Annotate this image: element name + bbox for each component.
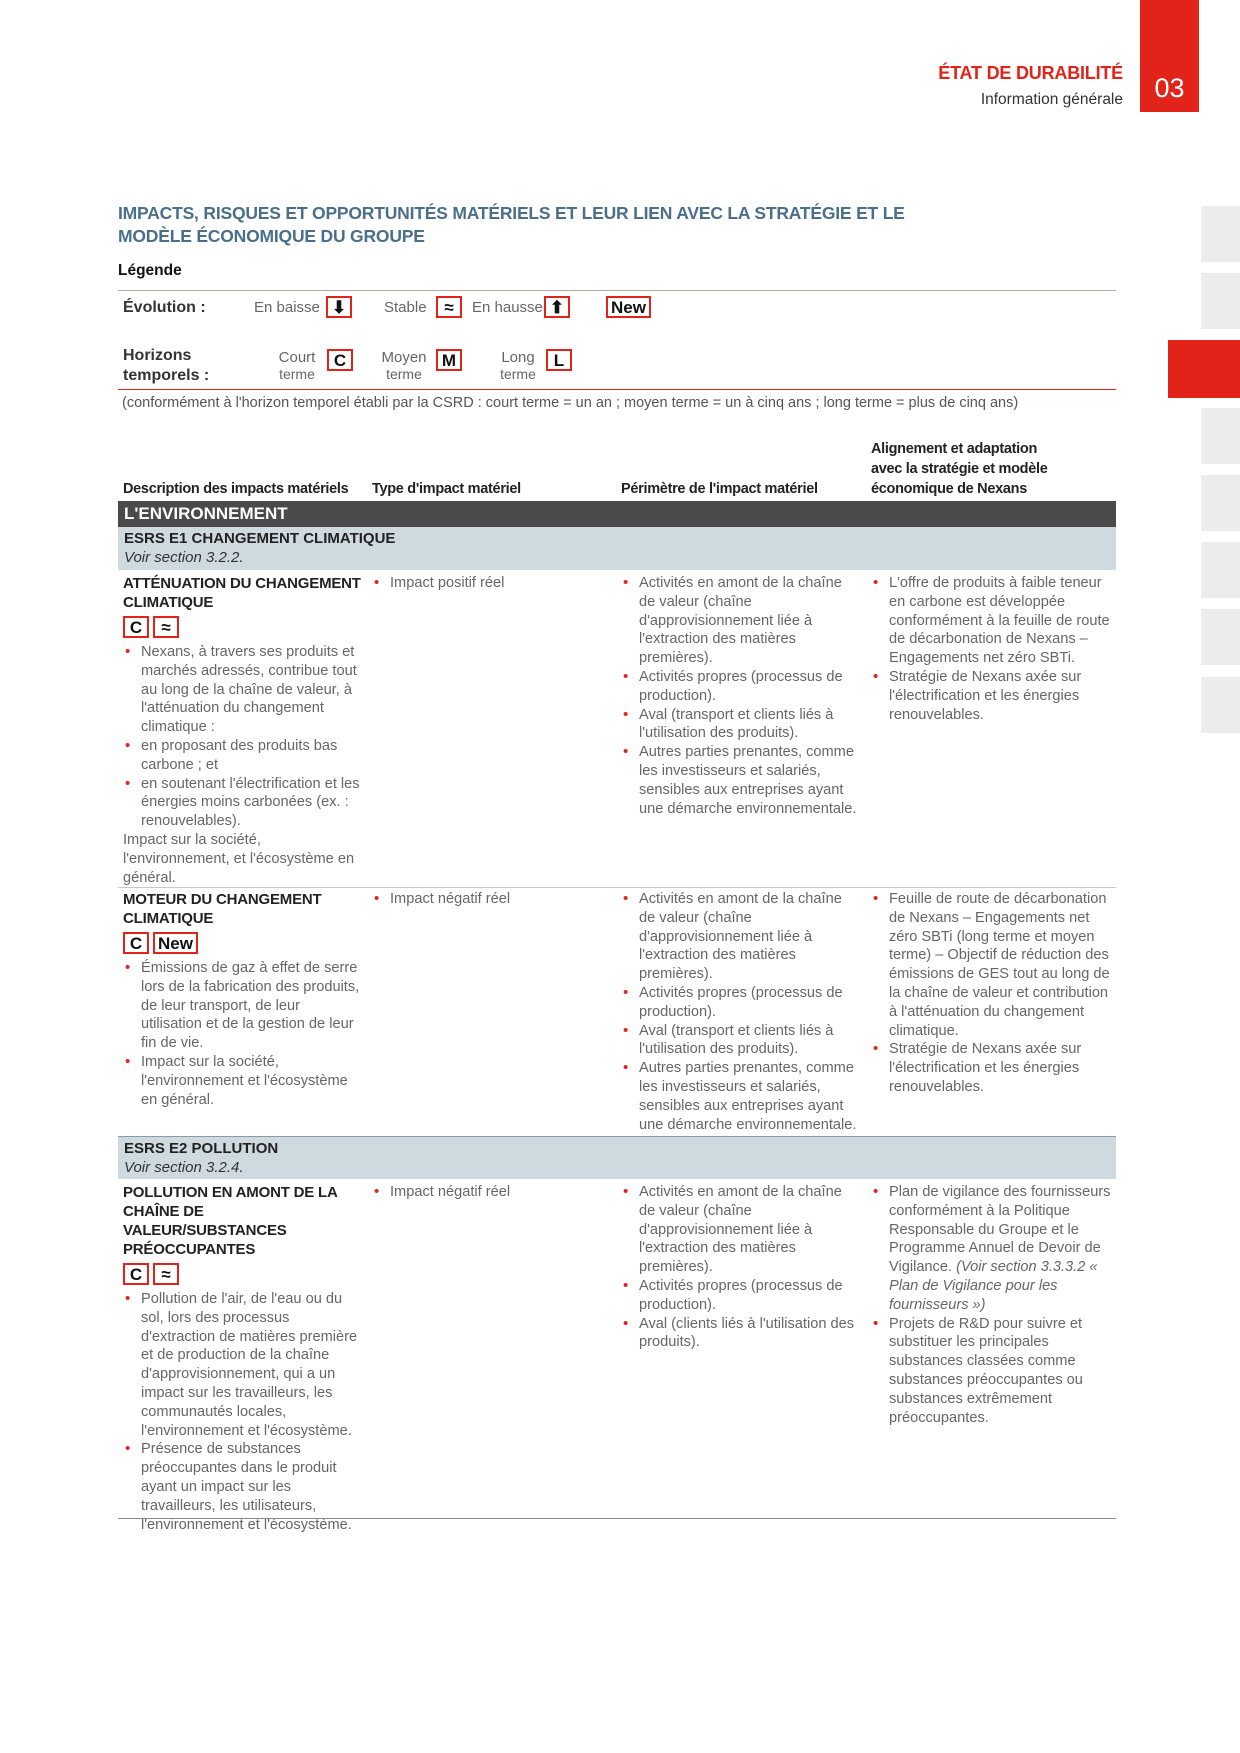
row-divider xyxy=(118,887,1116,888)
side-tab-1[interactable] xyxy=(1201,206,1240,262)
col-header-description: Description des impacts matériels xyxy=(123,481,349,497)
row1-scope xyxy=(621,574,861,818)
table-row-mitigation xyxy=(118,574,1116,886)
list-item: • L'offre de produits à faible teneur en carbone est développée conformément à la feuille de route de décarbonation de Nexans – Engagements net zéro SBTi. xyxy=(871,574,1116,668)
section-title: IMPACTS, RISQUES ET OPPORTUNITÉS MATÉRIELS ET LEUR LIEN AVEC LA STRATÉGIE ET LE MODÈLE ÉCONOMIQUE DU GROUPE xyxy=(118,203,905,246)
row3-alignment xyxy=(871,1183,1116,1427)
esrs-e2-header xyxy=(118,1136,1116,1179)
row3-alignment-1-ref[interactable]: (Voir section 3.3.3.2 « Plan de Vigilance pour les fournisseurs ») xyxy=(889,1259,1098,1313)
list-item: • Activités en amont de la chaîne de valeur (chaîne d'approvisionnement liée à l'extraction des matières premières). xyxy=(621,890,861,984)
page-header-title: ÉTAT DE DURABILITÉ xyxy=(938,63,1123,83)
environment-bar: L'ENVIRONNEMENT xyxy=(118,501,1116,527)
approx-icon: ≈ xyxy=(153,1263,179,1285)
list-item: • Autres parties prenantes, comme les investisseurs et salariés, sensibles aux entreprises ayant une démarche environnementale. xyxy=(621,743,861,818)
row2-alignment xyxy=(871,890,1116,1097)
arrow-down-icon: ⬇ xyxy=(326,296,352,318)
list-item: • en soutenant l'électrification et les énergies moins carbonées (ex. : renouvelables). xyxy=(123,775,363,831)
list-item: • Feuille de route de décarbonation de Nexans – Engagements net zéro SBTi (long terme et moyen terme) – Objectif de réduction des émissions de GES tout au long de la chaîne de valeur et contribution à l'atténuation du changement climatique. xyxy=(871,890,1116,1040)
list-item: • Stratégie de Nexans axée sur l'électrification et les énergies renouvelables. xyxy=(871,1040,1116,1096)
list-item: • Activités propres (processus de production). xyxy=(621,1277,861,1315)
new-badge: New xyxy=(606,296,651,318)
approx-icon: ≈ xyxy=(436,296,462,318)
legend-short-line1: Court xyxy=(278,349,316,366)
row1-description xyxy=(123,574,363,887)
esrs-e1-reference: Voir section 3.2.2. xyxy=(124,549,244,566)
short-term-badge: C xyxy=(123,616,149,638)
row1-impact-note: Impact sur la société, l'environnement, et l'écosystème en général. xyxy=(123,831,355,886)
row3-scope xyxy=(621,1183,861,1352)
row3-badges xyxy=(123,1263,363,1285)
legend-bottom-divider xyxy=(118,389,1116,390)
list-item: • Projets de R&D pour suivre et substituer les principales substances classées comme substances préoccupantes ou substances extrêmement préoccupantes. xyxy=(871,1315,1116,1428)
list-item: • Activités en amont de la chaîne de valeur (chaîne d'approvisionnement liée à l'extraction des matières premières). xyxy=(621,574,861,668)
list-item: • Activités propres (processus de production). xyxy=(621,668,861,706)
short-term-badge: C xyxy=(327,349,353,371)
short-term-badge: C xyxy=(123,1263,149,1285)
long-term-badge: L xyxy=(546,349,572,371)
medium-term-badge: M xyxy=(436,349,462,371)
esrs-e2-title: ESRS E2 POLLUTION xyxy=(124,1140,279,1157)
list-item: • Stratégie de Nexans axée sur l'électrification et les énergies renouvelables. xyxy=(871,668,1116,724)
table-row-driver xyxy=(118,890,1116,1133)
horizons-label: Horizons temporels : xyxy=(123,347,210,384)
row2-scope xyxy=(621,890,861,1134)
col-header-alignment-l1: Alignement et adaptation xyxy=(871,441,1038,457)
legend-short-term xyxy=(272,349,322,383)
row2-badges xyxy=(123,932,363,954)
row2-title: MOTEUR DU CHANGEMENT CLIMATIQUE xyxy=(123,891,322,927)
table-row-pollution xyxy=(118,1183,1116,1533)
list-item: • Impact négatif réel xyxy=(372,1183,607,1202)
side-tab-7[interactable] xyxy=(1201,609,1240,665)
legend-up-label: En hausse xyxy=(472,299,543,316)
side-tab-6[interactable] xyxy=(1201,542,1240,598)
legend-short-line2: terme xyxy=(279,366,315,382)
esrs-e1-title: ESRS E1 CHANGEMENT CLIMATIQUE xyxy=(124,530,396,547)
legend-label: Légende xyxy=(118,262,182,279)
list-item: • Présence de substances préoccupantes dans le produit ayant un impact sur les travailleurs, les utilisateurs, l'environnement et l'écosystème. xyxy=(123,1440,363,1534)
row3-alignment-1: Plan de vigilance des fournisseurs conformément à la Politique Responsable du Groupe et le Programme Annuel de Devoir de Vigilance. xyxy=(889,1184,1111,1276)
esrs-e1-header xyxy=(118,527,1116,570)
legend-down-label: En baisse xyxy=(254,299,320,316)
short-term-badge: C xyxy=(123,932,149,954)
legend-stable-label: Stable xyxy=(384,299,427,316)
chapter-tab xyxy=(1140,0,1199,112)
list-item: • Activités propres (processus de production). xyxy=(621,984,861,1022)
side-tab-8[interactable] xyxy=(1201,677,1240,733)
row1-title: ATTÉNUATION DU CHANGEMENT CLIMATIQUE xyxy=(123,575,361,611)
list-item: • Activités en amont de la chaîne de valeur (chaîne d'approvisionnement liée à l'extraction des matières premières). xyxy=(621,1183,861,1277)
list-item: • Nexans, à travers ses produits et marchés adressés, contribue tout au long de la chaîne de valeur, à l'atténuation du changement climatique : xyxy=(123,643,363,737)
side-tab-active[interactable] xyxy=(1168,340,1240,398)
list-item: • Impact sur la société, l'environnement et l'écosystème en général. xyxy=(123,1053,363,1109)
legend-medium-line2: terme xyxy=(386,366,422,382)
legend-long-line1: Long xyxy=(501,349,535,366)
new-badge: New xyxy=(153,932,198,954)
legend-long-line2: terme xyxy=(500,366,536,382)
list-item xyxy=(871,1183,1116,1315)
list-item: • Impact négatif réel xyxy=(372,890,607,909)
legend-long-term xyxy=(493,349,543,383)
col-header-alignment-l2: avec la stratégie et modèle xyxy=(871,461,1048,477)
list-item: • Pollution de l'air, de l'eau ou du sol, lors des processus d'extraction de matières première et de production de la chaîne d'approvisionnement, qui a un impact sur les travailleurs, les communautés locales, l'environnement et l'écosystème. xyxy=(123,1290,363,1440)
list-item: • en proposant des produits bas carbone ; et xyxy=(123,737,363,775)
row3-type xyxy=(372,1183,607,1202)
col-header-alignment xyxy=(871,439,1047,499)
legend-top-divider xyxy=(118,290,1116,291)
side-tab-2[interactable] xyxy=(1201,273,1240,329)
col-header-scope: Périmètre de l'impact matériel xyxy=(621,481,818,497)
col-header-alignment-l3: économique de Nexans xyxy=(871,481,1027,497)
row2-type xyxy=(372,890,607,909)
list-item: • Aval (clients liés à l'utilisation des produits). xyxy=(621,1315,861,1353)
row1-badges xyxy=(123,616,363,638)
legend-medium-term xyxy=(379,349,429,383)
horizon-note: (conformément à l'horizon temporel établi par la CSRD : court terme = un an ; moyen terme = un à cinq ans ; long terme = plus de cinq ans) xyxy=(122,395,1019,411)
list-item: • Autres parties prenantes, comme les investisseurs et salariés, sensibles aux entreprises ayant une démarche environnementale. xyxy=(621,1059,861,1134)
row1-alignment xyxy=(871,574,1116,724)
page-header-subtitle: Information générale xyxy=(980,91,1123,108)
chapter-number: 03 xyxy=(1154,73,1185,103)
evolution-label: Évolution : xyxy=(123,299,206,316)
row3-description xyxy=(123,1183,363,1534)
row3-title: POLLUTION EN AMONT DE LA CHAÎNE DE VALEUR/SUBSTANCES PRÉOCCUPANTES xyxy=(123,1184,338,1258)
approx-icon: ≈ xyxy=(153,616,179,638)
esrs-e2-reference: Voir section 3.2.4. xyxy=(124,1159,244,1176)
row2-description xyxy=(123,890,363,1109)
list-item: • Aval (transport et clients liés à l'utilisation des produits). xyxy=(621,706,861,744)
legend-medium-line1: Moyen xyxy=(381,349,427,366)
side-tab-5[interactable] xyxy=(1201,475,1240,531)
list-item: • Émissions de gaz à effet de serre lors de la fabrication des produits, de leur transport, de leur utilisation et de la gestion de leur fin de vie. xyxy=(123,959,363,1053)
col-header-type: Type d'impact matériel xyxy=(372,481,521,497)
row1-type xyxy=(372,574,607,593)
side-tab-4[interactable] xyxy=(1201,408,1240,464)
table-bottom-divider xyxy=(118,1518,1116,1519)
list-item: • Impact positif réel xyxy=(372,574,607,593)
list-item: • Aval (transport et clients liés à l'utilisation des produits). xyxy=(621,1022,861,1060)
arrow-up-icon: ⬆ xyxy=(544,296,570,318)
